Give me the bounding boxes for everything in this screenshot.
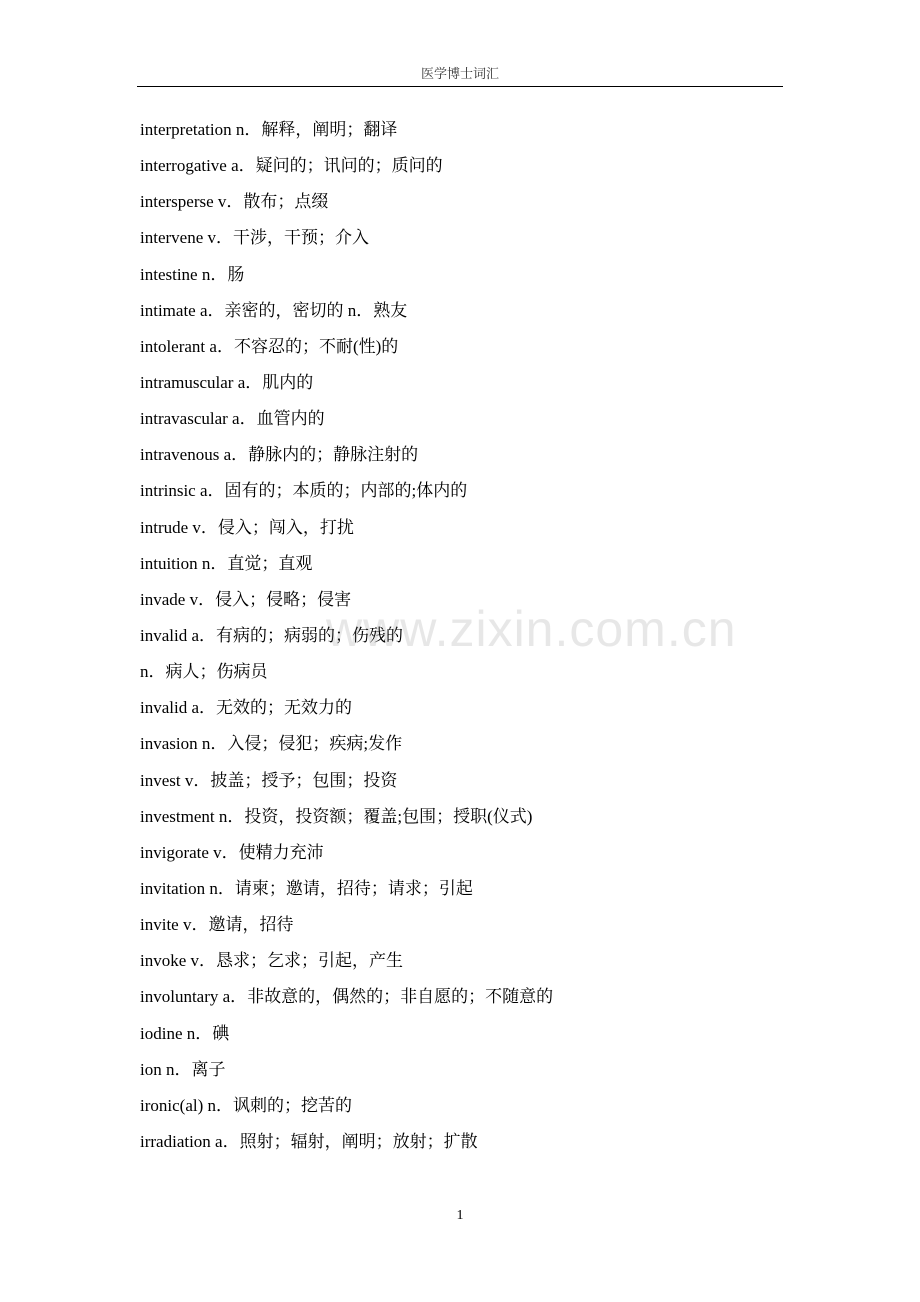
vocabulary-entry: investment n．投资，投资额；覆盖;包围；授职(仪式)	[140, 806, 533, 826]
vocabulary-entry: intravenous a．静脉内的；静脉注射的	[140, 445, 419, 465]
vocabulary-entry: intolerant a．不容忍的；不耐(性)的	[140, 336, 399, 356]
vocabulary-entry: invitation n．请柬；邀请，招待；请求；引起	[140, 878, 473, 898]
vocabulary-entry: interrogative a．疑问的；讯问的；质问的	[140, 156, 443, 176]
vocabulary-entry: intuition n．直觉；直观	[140, 553, 313, 573]
vocabulary-entry: intimate a．亲密的，密切的 n．熟友	[140, 300, 408, 320]
vocabulary-entry: irradiation a．照射；辐射，阐明；放射；扩散	[140, 1131, 478, 1151]
vocabulary-entry: ion n．离子	[140, 1059, 226, 1079]
vocabulary-entry: intrinsic a．固有的；本质的；内部的;体内的	[140, 481, 468, 501]
vocabulary-entry: intersperse v．散布；点缀	[140, 192, 329, 212]
vocabulary-entry: intrude v．侵入；闯入，打扰	[140, 517, 354, 537]
vocabulary-entry: interpretation n．解释，阐明；翻译	[140, 120, 398, 139]
watermark: www.zixin.com.cn	[326, 601, 737, 657]
header-title: 医学博士词汇	[420, 66, 499, 81]
vocabulary-entry: invoke v．恳求；乞求；引起，产生	[140, 951, 404, 971]
vocabulary-entry: n．病人；伤病员	[140, 662, 268, 682]
vocabulary-entry: invalid a．无效的；无效力的	[140, 698, 353, 718]
vocabulary-entry: invigorate v．使精力充沛	[140, 842, 324, 862]
page-number: 1	[456, 1208, 464, 1223]
vocabulary-entry: involuntary a．非故意的，偶然的；非自愿的；不随意的	[140, 987, 554, 1007]
page-header	[137, 64, 783, 87]
vocabulary-entry: intervene v．干涉，干预；介入	[140, 228, 369, 248]
vocabulary-entry: invite v．邀请，招待	[140, 915, 294, 935]
vocabulary-entry: intestine n．肠	[140, 264, 245, 284]
vocabulary-entry: invalid a．有病的；病弱的；伤残的	[140, 625, 404, 645]
vocabulary-entry: ironic(al) n．讽刺的；挖苦的	[140, 1095, 352, 1115]
vocabulary-entry: intravascular a．血管内的	[140, 409, 325, 429]
vocabulary-list	[140, 112, 780, 1160]
vocabulary-entry: iodine n．碘	[140, 1023, 230, 1043]
vocabulary-entry: invasion n．入侵；侵犯；疾病;发作	[140, 734, 403, 754]
vocabulary-entry: intramuscular a．肌内的	[140, 372, 314, 392]
vocabulary-entry: invade v．侵入；侵略；侵害	[140, 589, 352, 609]
vocabulary-entry: invest v．披盖；授予；包围；投资	[140, 770, 398, 790]
